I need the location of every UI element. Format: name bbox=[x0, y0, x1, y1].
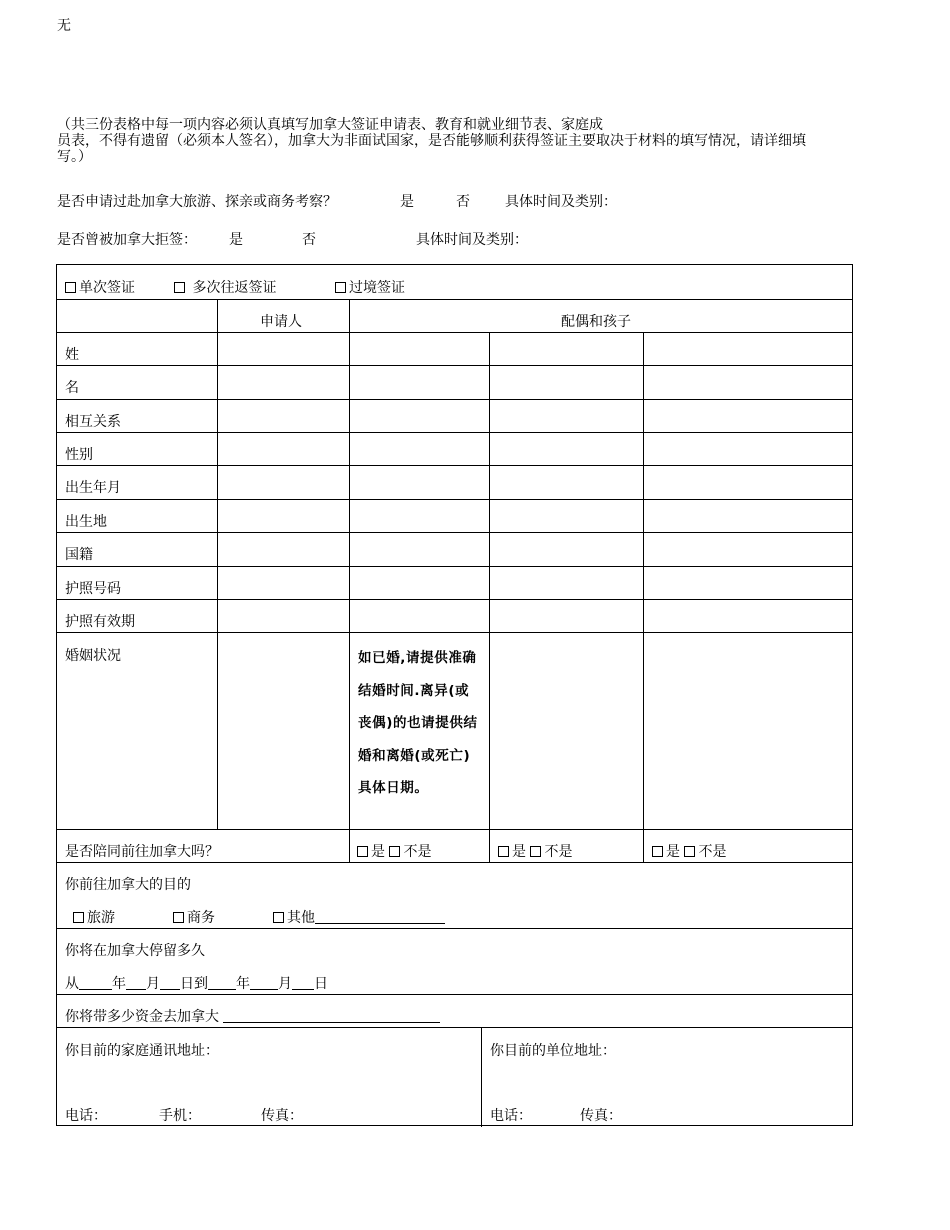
home-fax-label: 传真： bbox=[261, 1108, 303, 1124]
row-label-surname: 姓 bbox=[65, 347, 79, 363]
purpose-option-tourism[interactable]: 旅游 bbox=[73, 907, 115, 927]
intro-line-1: （共三份表格中每一项内容必须认真填写加拿大签证申请表、教育和就业细节表、家庭成 bbox=[57, 117, 603, 133]
intro-text bbox=[57, 117, 917, 165]
from-day-field[interactable] bbox=[160, 976, 180, 990]
checkbox-no[interactable] bbox=[389, 846, 400, 857]
header-mark: 无 bbox=[57, 18, 71, 34]
question-refused: 是否曾被加拿大拒签： bbox=[57, 232, 197, 248]
to-year-field[interactable] bbox=[208, 976, 236, 990]
visa-type-transit[interactable]: 过境签证 bbox=[335, 277, 405, 297]
purpose-label: 你前往加拿大的目的 bbox=[65, 877, 191, 893]
checkbox-tourism[interactable] bbox=[73, 912, 84, 923]
accompany-option-col1[interactable]: 是 不是 bbox=[357, 841, 431, 861]
row-label-passport-expiry: 护照有效期 bbox=[65, 614, 135, 630]
to-day-field[interactable] bbox=[292, 976, 314, 990]
row-label-relationship: 相互关系 bbox=[65, 414, 121, 430]
checkbox-no[interactable] bbox=[684, 846, 695, 857]
accompany-label: 是否陪同前往加拿大吗？ bbox=[65, 844, 219, 860]
checkbox-transit[interactable] bbox=[335, 282, 346, 293]
home-mobile-label: 手机： bbox=[159, 1108, 201, 1124]
intro-line-3: 写。） bbox=[57, 149, 92, 165]
row-label-marital-status: 婚姻状况 bbox=[65, 648, 121, 664]
question1-detail: 具体时间及类别： bbox=[505, 194, 617, 210]
checkbox-yes[interactable] bbox=[652, 846, 663, 857]
checkbox-business[interactable] bbox=[173, 912, 184, 923]
checkbox-other[interactable] bbox=[273, 912, 284, 923]
row-label-nationality: 国籍 bbox=[65, 547, 93, 563]
checkbox-yes[interactable] bbox=[357, 846, 368, 857]
purpose-option-business[interactable]: 商务 bbox=[173, 907, 215, 927]
question2-no[interactable]: 否 bbox=[302, 232, 316, 248]
to-month-field[interactable] bbox=[250, 976, 278, 990]
stay-label: 你将在加拿大停留多久 bbox=[65, 943, 205, 959]
row-label-birthplace: 出生地 bbox=[65, 514, 107, 530]
work-phone-label: 电话： bbox=[490, 1108, 532, 1124]
home-address-label: 你目前的家庭通讯地址： bbox=[65, 1043, 219, 1059]
purpose-option-other[interactable]: 其他 bbox=[273, 907, 445, 927]
intro-line-2: 员表，不得有遗留（必须本人签名），加拿大为非面试国家，是否能够顺利获得签证主要取决于材料的填写情况，请详细填 bbox=[57, 133, 806, 149]
work-fax-label: 传真： bbox=[580, 1108, 622, 1124]
accompany-option-col2[interactable]: 是 不是 bbox=[498, 841, 572, 861]
row-label-given-name: 名 bbox=[65, 380, 79, 396]
column-spouse-children: 配偶和孩子 bbox=[561, 314, 631, 330]
row-label-passport-number: 护照号码 bbox=[65, 581, 121, 597]
visa-type-multiple[interactable]: 多次往返签证 bbox=[174, 277, 276, 297]
accompany-option-col3[interactable]: 是 不是 bbox=[652, 841, 726, 861]
row-label-gender: 性别 bbox=[65, 447, 93, 463]
question1-yes[interactable]: 是 bbox=[400, 194, 414, 210]
from-month-field[interactable] bbox=[126, 976, 146, 990]
home-phone-label: 电话： bbox=[65, 1108, 107, 1124]
checkbox-multiple[interactable] bbox=[174, 282, 185, 293]
question-previous-application bbox=[57, 191, 337, 211]
checkbox-single[interactable] bbox=[65, 282, 76, 293]
visa-type-single[interactable]: 单次签证 bbox=[65, 277, 135, 297]
funds-field[interactable] bbox=[223, 1009, 440, 1023]
question1-no[interactable]: 否 bbox=[456, 194, 470, 210]
work-address-label: 你目前的单位地址： bbox=[490, 1043, 616, 1059]
row-label-birth-date: 出生年月 bbox=[65, 480, 121, 496]
checkbox-yes[interactable] bbox=[498, 846, 509, 857]
question2-detail: 具体时间及类别： bbox=[416, 232, 528, 248]
column-applicant: 申请人 bbox=[260, 314, 302, 330]
question2-yes[interactable]: 是 bbox=[229, 232, 243, 248]
from-year-field[interactable] bbox=[79, 976, 112, 990]
other-purpose-field[interactable] bbox=[315, 910, 445, 924]
marriage-note: 如已婚,请提供准确结婚时间.离异(或丧偶)的也请提供结婚和离婚(或死亡)具体日期。 bbox=[358, 650, 478, 796]
stay-dates: 从 年 月 日到 年 月 日 bbox=[65, 976, 328, 992]
funds-label: 你将带多少资金去加拿大 bbox=[65, 1006, 440, 1026]
checkbox-no[interactable] bbox=[530, 846, 541, 857]
question1-text: 是否申请过赴加拿大旅游、探亲或商务考察？ bbox=[57, 194, 337, 210]
